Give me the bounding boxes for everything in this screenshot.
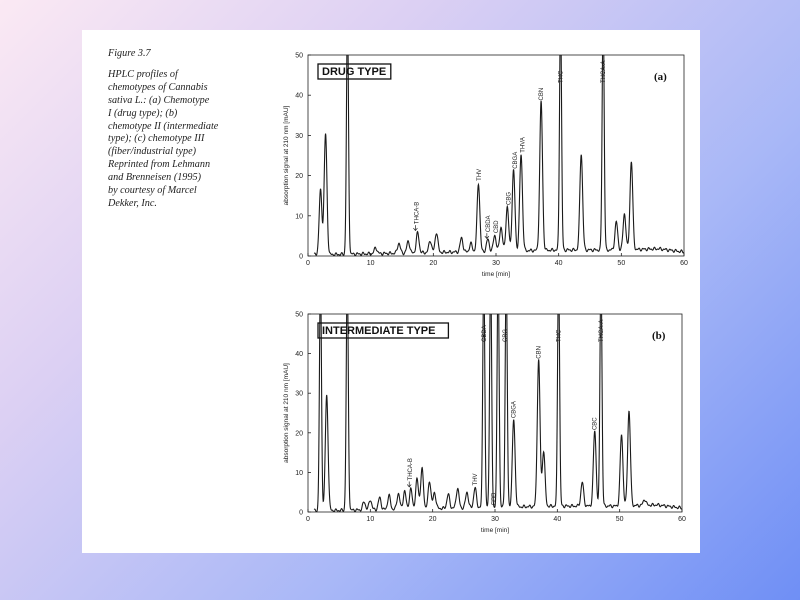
peak-arrow [413, 225, 417, 231]
y-tick-label: 30 [295, 132, 303, 140]
y-tick-label: 30 [295, 390, 303, 398]
y-tick-label: 0 [299, 509, 303, 517]
peak-label: CBD [491, 492, 498, 506]
peak-label: THVA [520, 137, 527, 153]
y-tick-label: 20 [295, 430, 303, 438]
peak-label: CBN [539, 87, 546, 101]
plot-frame [308, 314, 682, 512]
y-tick-label: 0 [299, 253, 303, 261]
x-tick-label: 0 [306, 260, 310, 267]
caption-title: Figure 3.7 [108, 48, 151, 59]
x-tick-label: 20 [429, 260, 438, 267]
peak-label: CBC [592, 417, 599, 431]
x-tick-label: 40 [553, 516, 562, 523]
x-tick-label: 40 [554, 260, 563, 267]
peak-label: CBDA [485, 215, 492, 233]
x-tick-label: 60 [678, 516, 686, 523]
x-tick-label: 50 [615, 516, 624, 523]
y-axis-label: absorption signal at 210 nm [mAU] [283, 363, 290, 463]
chart-drug-type [283, 11, 688, 278]
caption-text: HPLC profiles of chemotypes of Cannabis sativa L.: (a) Chemotype I (drug type); (b) chemotype II (intermediate type); (c) chemotype III (fiber/industrial type) Reprinted from Lehmann and Brenneisen (1995) by courtesy of Marcel Dekker, Inc. [108, 68, 219, 209]
y-tick-label: 50 [295, 52, 303, 60]
y-tick-label: 10 [295, 469, 303, 477]
x-tick-label: 30 [492, 260, 500, 267]
y-tick-label: 40 [295, 92, 303, 100]
x-tick-label: 60 [680, 260, 688, 267]
peak-label: CBD [494, 220, 500, 234]
peak-label: CBN [536, 346, 543, 359]
x-tick-label: 10 [366, 516, 375, 523]
x-tick-label: 50 [617, 260, 626, 267]
chemotype-label-text: DRUG TYPE [322, 66, 387, 78]
peak-label: THCA-A [601, 60, 608, 83]
chemotype-label [318, 64, 391, 79]
peak-label: CBG [502, 328, 509, 342]
peak-label: THV [473, 473, 480, 486]
peak-label: THCA-B [408, 458, 415, 481]
y-tick-label: 50 [295, 311, 303, 319]
peak-label: THC [558, 70, 565, 83]
chart-intermediate-type [283, 269, 686, 534]
panel-label: (a) [654, 71, 667, 83]
chemotype-label-text: INTERMEDIATE TYPE [322, 325, 436, 337]
x-tick-label: 10 [366, 260, 375, 267]
peak-label: THCA-B [414, 201, 421, 225]
peak-label: CBGA [511, 401, 518, 419]
panel-label: (b) [652, 330, 666, 342]
x-axis-label: time [min] [480, 527, 510, 534]
chromatogram-trace [314, 11, 684, 256]
peak-label: CBDA [481, 325, 488, 342]
chemotype-label [318, 323, 448, 338]
y-tick-label: 20 [295, 173, 303, 181]
peak-label: CBGA [512, 151, 519, 169]
y-tick-label: 10 [295, 213, 303, 221]
x-tick-label: 0 [306, 516, 310, 523]
chromatogram-trace [314, 269, 682, 512]
peak-label: THV [477, 168, 484, 181]
peak-arrow [407, 481, 411, 487]
x-tick-label: 30 [491, 516, 499, 523]
peak-arrow [485, 233, 489, 239]
peak-label: CBG [506, 191, 513, 205]
peak-label: THC [556, 329, 563, 342]
peak-label: THCA-A [598, 319, 605, 342]
y-axis-label: absorption signal at 210 nm [mAU] [283, 105, 290, 206]
x-axis-label: time [min] [481, 271, 511, 278]
x-tick-label: 20 [428, 516, 437, 523]
y-tick-label: 40 [295, 351, 303, 359]
